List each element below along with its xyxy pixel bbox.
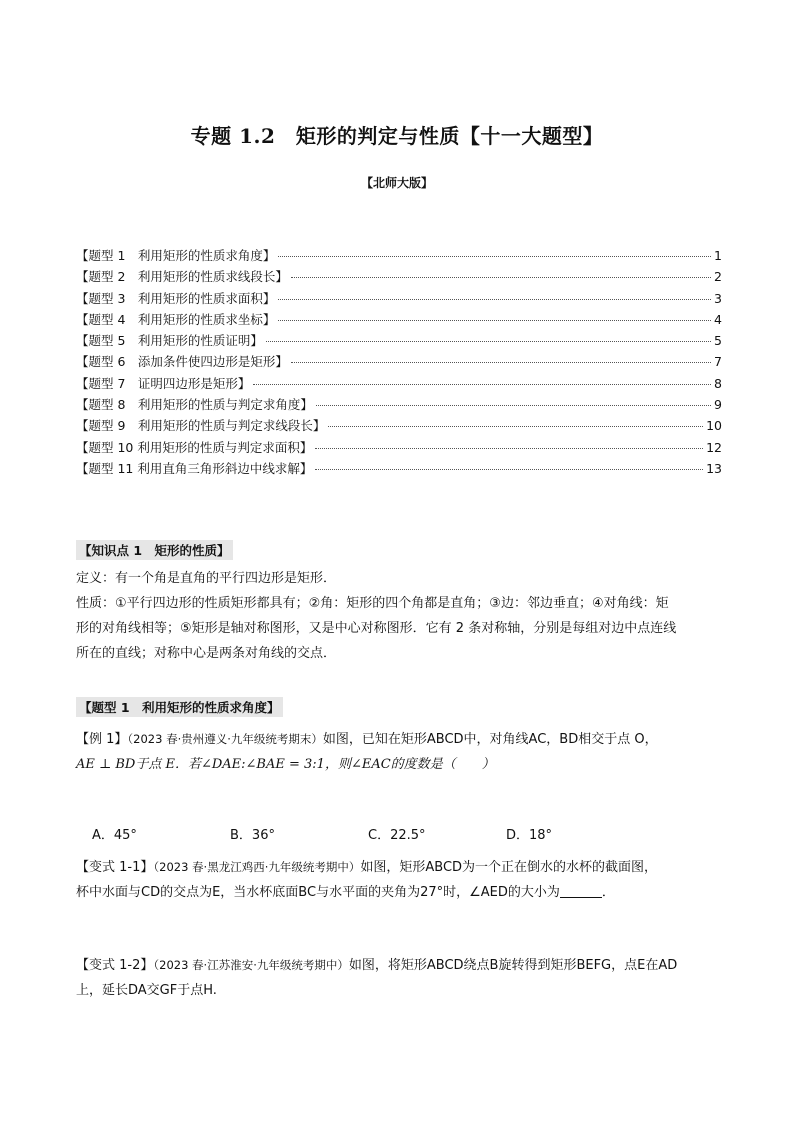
toc-item-page: 10 (706, 418, 722, 434)
toc-leader-dots (316, 405, 711, 406)
toc-item[interactable] (76, 331, 722, 352)
knowledge-heading: 【知识点 1 矩形的性质】 (76, 540, 233, 560)
toc-leader-dots (278, 256, 711, 257)
toc-item[interactable] (76, 310, 722, 331)
toc-item-label: 【题型 3 利用矩形的性质求面积】 (76, 290, 276, 306)
toc-item[interactable] (76, 416, 722, 437)
option-c[interactable]: C．22.5° (368, 828, 426, 843)
example-1 (76, 727, 722, 777)
option-d[interactable]: D．18° (506, 828, 553, 843)
toc-item-page: 13 (706, 460, 722, 476)
toc-item[interactable] (76, 438, 722, 459)
toc-item-label: 【题型 2 利用矩形的性质求线段长】 (76, 269, 288, 285)
option-a[interactable]: A．45° (92, 828, 137, 843)
toc-item-label: 【题型 10 利用矩形的性质与判定求面积】 (76, 439, 313, 455)
type1-heading: 【题型 1 利用矩形的性质求角度】 (76, 697, 283, 717)
toc-leader-dots (291, 362, 711, 363)
variant-end: ． (601, 885, 615, 900)
option-b[interactable]: B．36° (230, 828, 275, 843)
variant-tag: 【变式 1-2】 (76, 958, 154, 973)
toc-leader-dots (291, 277, 711, 278)
toc-leader-dots (253, 384, 711, 385)
toc-leader-dots (315, 448, 703, 449)
toc-leader-dots (266, 341, 711, 342)
page-title: 专题 1.2 矩形的判定与性质【十一大题型】 (190, 124, 604, 148)
toc-item[interactable] (76, 289, 722, 310)
toc-item[interactable] (76, 374, 722, 395)
example-tag: 【例 1】 (76, 732, 128, 747)
property-text-line: 所在的直线；对称中心是两条对角线的交点． (76, 646, 337, 661)
variant-line: 上，延长DA交GF于点H. (76, 983, 217, 998)
toc-item-page: 12 (706, 439, 722, 455)
variant-1-2 (76, 953, 722, 1003)
example-line: AE ⊥ BD于点 E．若∠DAE:∠BAE = 3:1，则∠EAC的度数是（ ） (76, 757, 495, 772)
toc-item-page: 9 (714, 397, 722, 413)
toc-item-page: 3 (714, 290, 722, 306)
toc-item-label: 【题型 1 利用矩形的性质求角度】 (76, 248, 276, 263)
variant-line: 如图，矩形ABCD为一个正在倒水的水杯的截面图， (360, 860, 658, 875)
toc-item-label: 【题型 8 利用矩形的性质与判定求角度】 (76, 397, 313, 413)
toc-item-label: 【题型 6 添加条件使四边形是矩形】 (76, 354, 288, 370)
toc-item[interactable] (76, 395, 722, 416)
toc-item-label: 【题型 7 证明四边形是矩形】 (76, 375, 251, 391)
toc-item[interactable] (76, 459, 722, 480)
toc-item-label: 【题型 5 利用矩形的性质证明】 (76, 333, 263, 349)
toc-leader-dots (328, 426, 703, 427)
variant-source: （2023 春·江苏淮安·九年级统考期中） (153, 958, 349, 972)
variant-1-1 (76, 855, 722, 905)
toc-item-label: 【题型 11 利用直角三角形斜边中线求解】 (76, 460, 313, 476)
table-of-contents (76, 246, 722, 480)
toc-item-label: 【题型 4 利用矩形的性质求坐标】 (76, 311, 276, 327)
edition-label: 【北师大版】 (360, 176, 433, 190)
toc-leader-dots (278, 320, 711, 321)
answer-options (92, 824, 712, 843)
toc-item-page: 7 (714, 354, 722, 370)
variant-line: 如图，将矩形ABCD绕点B旋转得到矩形BEFG，点E在AD (348, 958, 678, 973)
property-text-line: 性质：①平行四边形的性质矩形都具有；②角：矩形的四个角都是直角；③边：邻边垂直；④对角线：矩 (76, 596, 669, 611)
variant-tag: 【变式 1-1】 (76, 860, 154, 875)
toc-item-page: 2 (714, 269, 722, 285)
answer-blank[interactable] (560, 897, 602, 898)
variant-line: 杯中水面与CD的交点为E，当水杯底面BC与水平面的夹角为27°时，∠AED的大小为 (76, 885, 560, 900)
property-text-line: 形的对角线相等；⑤矩形是轴对称图形，又是中心对称图形．它有 2 条对称轴，分别是每组对边中点连线 (76, 621, 677, 636)
toc-item-page: 5 (714, 333, 722, 349)
toc-item-page: 8 (714, 375, 722, 391)
example-source: （2023 春·贵州遵义·九年级统考期末） (127, 732, 323, 746)
toc-leader-dots (278, 299, 711, 300)
toc-item-page: 4 (714, 311, 722, 327)
variant-source: （2023 春·黑龙江鸡西·九年级统考期中） (153, 860, 361, 874)
toc-item[interactable] (76, 246, 722, 267)
definition-text: 定义：有一个角是直角的平行四边形是矩形． (76, 571, 337, 586)
toc-item[interactable] (76, 352, 722, 373)
example-line: 如图，已知在矩形ABCD中，对角线AC，BD相交于点 O， (322, 732, 658, 747)
toc-leader-dots (315, 469, 703, 470)
knowledge-body (76, 566, 722, 666)
toc-item-page: 1 (714, 248, 722, 263)
toc-item[interactable] (76, 267, 722, 288)
toc-item-label: 【题型 9 利用矩形的性质与判定求线段长】 (76, 418, 326, 434)
